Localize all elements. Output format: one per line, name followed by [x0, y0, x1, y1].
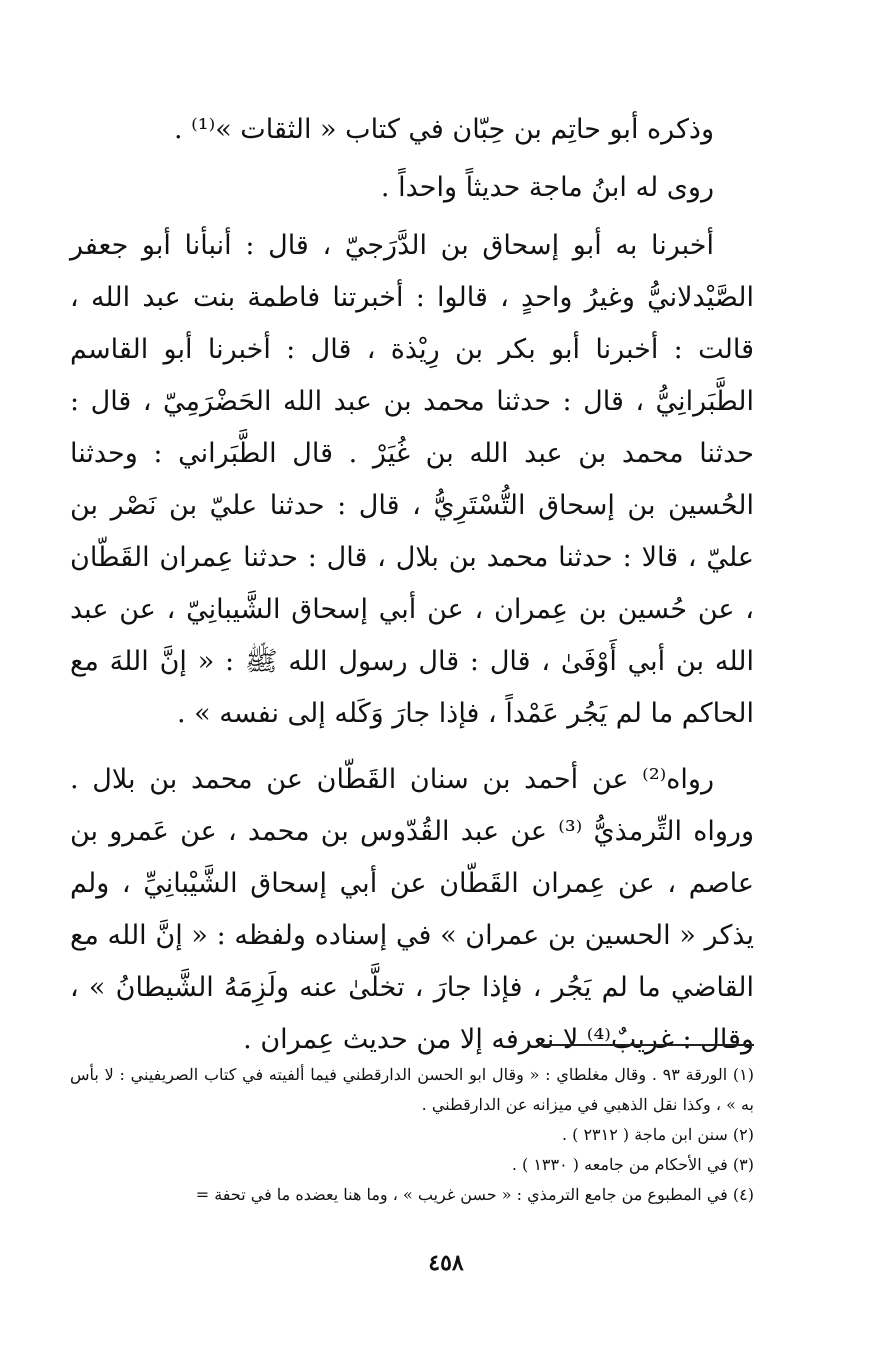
paragraph-ibn-majah: روى له ابنُ ماجة حديثاً واحداً . — [380, 172, 714, 203]
footnotes — [70, 1060, 754, 1210]
footnote-1: (١) الورقة ٩٣ . وقال مغلطاي : « وقال ابو الحسن الدارقطني فيما ألفيته في كتاب الصريفيني : لا بأس به » ، وكذا نقل الذهبي في ميزانه عن الدارقطني . — [70, 1065, 755, 1114]
paragraph-takhrij: رواه⁽²⁾ عن أحمد بن سنان القَطّان عن محمد بن بلال . ورواه التِّرمذيُّ ⁽³⁾ عن عبد القُدّوس بن محمد ، عن عَمرو بن عاصم ، عن عِمران القَطّان عن أبي إسحاق الشَّيْبانِيِّ ، ولم يذكر « الحسين بن عمران » في إسناده ولفظه : « إنَّ الله مع القاضي ما لم يَجُر ، فإذا جارَ ، تخلَّىٰ عنه ولَزِمَهُ الشَّيطانُ » ، وقال : غريبٌ⁽⁴⁾ لا نعرفه إلا من حديث عِمران . — [70, 764, 754, 1055]
footnote-4: (٤) في المطبوع من جامع الترمذي : « حسن غريب » ، وما هنا يعضده ما في تحفة = — [195, 1185, 754, 1204]
paragraph-ibn-hibban: وذكره أبو حاتِم بن حِبّان في كتاب « الثقات »⁽¹⁾ . — [173, 114, 714, 145]
footnote-separator — [540, 1044, 754, 1046]
main-text — [70, 104, 754, 1066]
page-number: ٤٥٨ — [428, 1250, 464, 1276]
paragraph-isnad-hadith: أخبرنا به أبو إسحاق بن الدَّرَجيّ ، قال : أنبأنا أبو جعفر الصَّيْدلانيُّ وغيرُ واحدٍ ، قالوا : أخبرتنا فاطمة بنت عبد الله ، قالت : أخبرنا أبو بكر بن رِيْذة ، قال : أخبرنا أبو القاسم الطَّبَرانِيُّ ، قال : حدثنا محمد بن عبد الله الحَضْرَمِيّ ، قال : حدثنا محمد بن عبد الله بن غُيَرْ . قال الطَّبَراني : وحدثنا الحُسين بن إسحاق التُّسْتَرِيُّ ، قال : حدثنا عليّ بن نَصْر بن عليّ ، قالا : حدثنا محمد بن بلال ، قال : حدثنا عِمران القَطّان ، عن حُسين بن عِمران ، عن أبي إسحاق الشَّيبانِيّ ، عن عبد الله بن أبي أَوْفَىٰ ، قال : قال رسول الله ﷺ : « إنَّ اللهَ مع الحاكم ما لم يَجُر عَمْداً ، فإذا جارَ وَكَله إلى نفسه » . — [70, 230, 754, 729]
footnote-3: (٣) في الأحكام من جامعه ( ١٣٣٠ ) . — [511, 1155, 754, 1174]
footnote-2: (٢) سنن ابن ماجة ( ٢٣١٢ ) . — [561, 1125, 754, 1144]
